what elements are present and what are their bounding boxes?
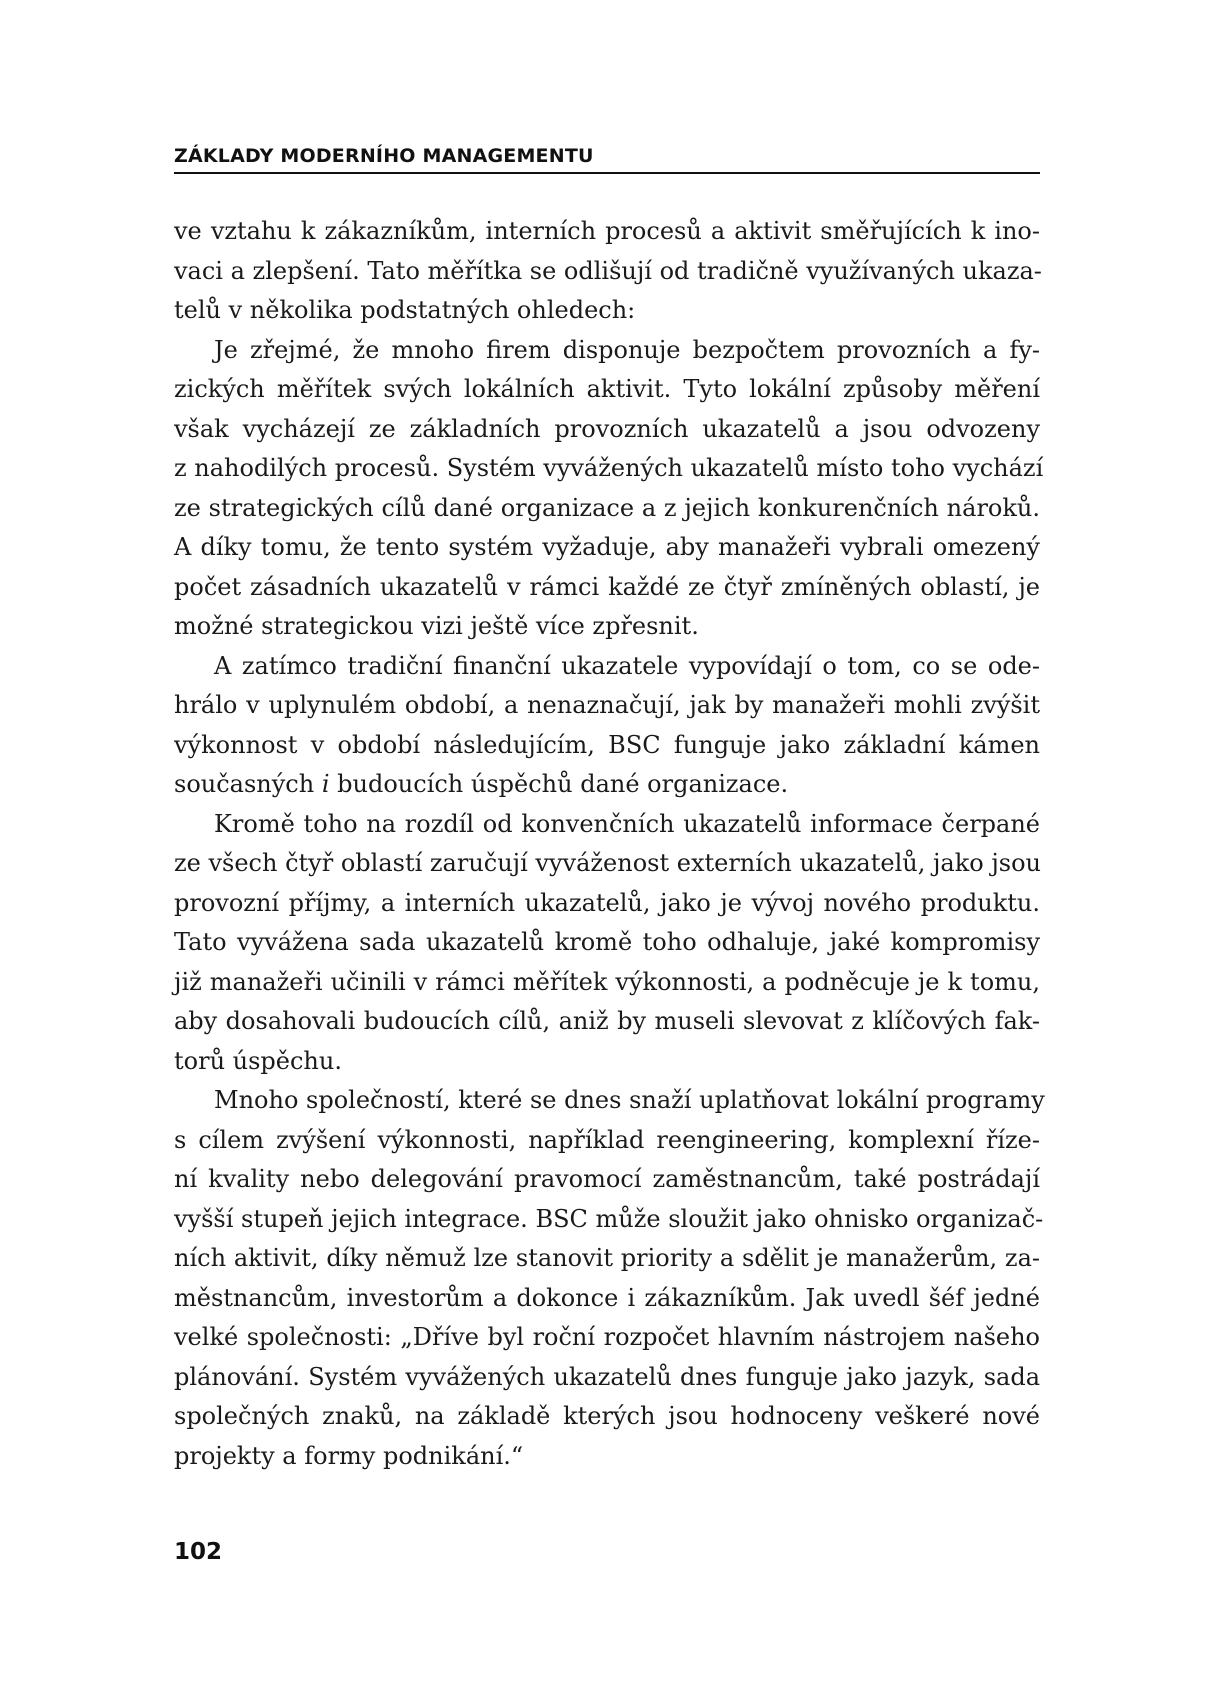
text-line: Tato vyvážena sada ukazatelů kromě toho odhaluje, jaké kompromisy (174, 928, 1040, 956)
text-run: současných (174, 770, 322, 798)
paragraph-2 (174, 331, 1044, 647)
text-line: telů v několika podstatných ohledech: (174, 296, 636, 324)
text-line: ní kvality nebo delegování pravomocí zaměstnancům, také postrádají (174, 1165, 1040, 1193)
text-line: torů úspěchu. (174, 1046, 342, 1075)
text-line: městnancům, investorům a dokonce i zákazníkům. Jak uvedl šéf jedné (174, 1283, 1040, 1312)
header-rule (174, 172, 1040, 174)
running-header (174, 144, 1040, 174)
running-header-title: ZÁKLADY MODERNÍHO MANAGEMENTU (174, 145, 594, 167)
text-line: A díky tomu, že tento systém vyžaduje, aby manažeři vybrali omezený (174, 533, 1040, 561)
text-line: výkonnost v období následujícím, BSC funguje jako základní kámen (174, 730, 1040, 759)
text-line: již manažeři učinili v rámci měřítek výkonnosti, a podněcuje je k tomu, (174, 967, 1040, 996)
text-line (174, 765, 1040, 805)
text-line: ze všech čtyř oblastí zaručují vyváženost externích ukazatelů, jako jsou (174, 849, 1041, 877)
text-line: provozní příjmy, a interních ukazatelů, jako je vývoj nového produktu. (174, 888, 1040, 917)
text-line: ve vztahu k zákazníkům, interních procesů a aktivit směřujících k ino- (174, 217, 1040, 245)
page-number: 102 (174, 1539, 223, 1565)
paragraph-5 (174, 1081, 1045, 1476)
text-line: počet zásadních ukazatelů v rámci každé ze čtyř zmíněných oblastí, je (174, 572, 1040, 601)
text-line: hrálo v uplynulém období, a nenaznačují, jak by manažeři mohli zvýšit (174, 691, 1040, 719)
text-line: ních aktivit, díky němuž lze stanovit priority a sdělit je manažerům, za- (174, 1244, 1040, 1272)
text-line: aby dosahovali budoucích cílů, aniž by museli slevovat z klíčových fak- (174, 1007, 1040, 1035)
text-line: vyšší stupeň jejich integrace. BSC může sloužit jako ohnisko organizač- (174, 1204, 1044, 1233)
text-line: Mnoho společností, které se dnes snaží uplatňovat lokální programy (214, 1086, 1045, 1114)
body-text (174, 212, 1045, 1476)
text-line: možné strategickou vizi ještě více zpřesnit. (174, 612, 699, 640)
text-line: z nahodilých procesů. Systém vyvážených ukazatelů místo toho vychází (174, 454, 1044, 482)
paragraph-4 (174, 805, 1040, 1082)
text-line: A zatímco tradiční finanční ukazatele vypovídají o tom, co se ode- (214, 651, 1040, 680)
text-line: velké společnosti: „Dříve byl roční rozpočet hlavním nástrojem našeho (174, 1323, 1040, 1351)
text-line: projekty a formy podnikání.“ (174, 1441, 524, 1470)
text-line: Kromě toho na rozdíl od konvenčních ukazatelů informace čerpané (214, 809, 1040, 838)
text-line: však vycházejí ze základních provozních ukazatelů a jsou odvozeny (174, 414, 1040, 443)
text-line: Je zřejmé, že mnoho firem disponuje bezpočtem provozních a fy- (214, 335, 1040, 364)
italic-word: i (321, 770, 330, 798)
text-line: vaci a zlepšení. Tato měřítka se odlišují od tradičně využívaných ukaza- (174, 256, 1042, 285)
text-line: plánování. Systém vyvážených ukazatelů dnes funguje jako jazyk, sada (174, 1362, 1040, 1391)
text-run: budoucích úspěchů dané organizace. (329, 770, 789, 798)
text-line: s cílem zvýšení výkonnosti, například reengineering, komplexní říze- (174, 1125, 1040, 1154)
text-line: ze strategických cílů dané organizace a z jejich konkurenčních nároků. (174, 493, 1040, 522)
text-line: společných znaků, na základě kterých jsou hodnoceny veškeré nové (174, 1402, 1040, 1430)
text-line: zických měřítek svých lokálních aktivit. Tyto lokální způsoby měření (174, 375, 1040, 403)
paragraph-3 (174, 647, 1040, 805)
paragraph-1 (174, 212, 1040, 331)
